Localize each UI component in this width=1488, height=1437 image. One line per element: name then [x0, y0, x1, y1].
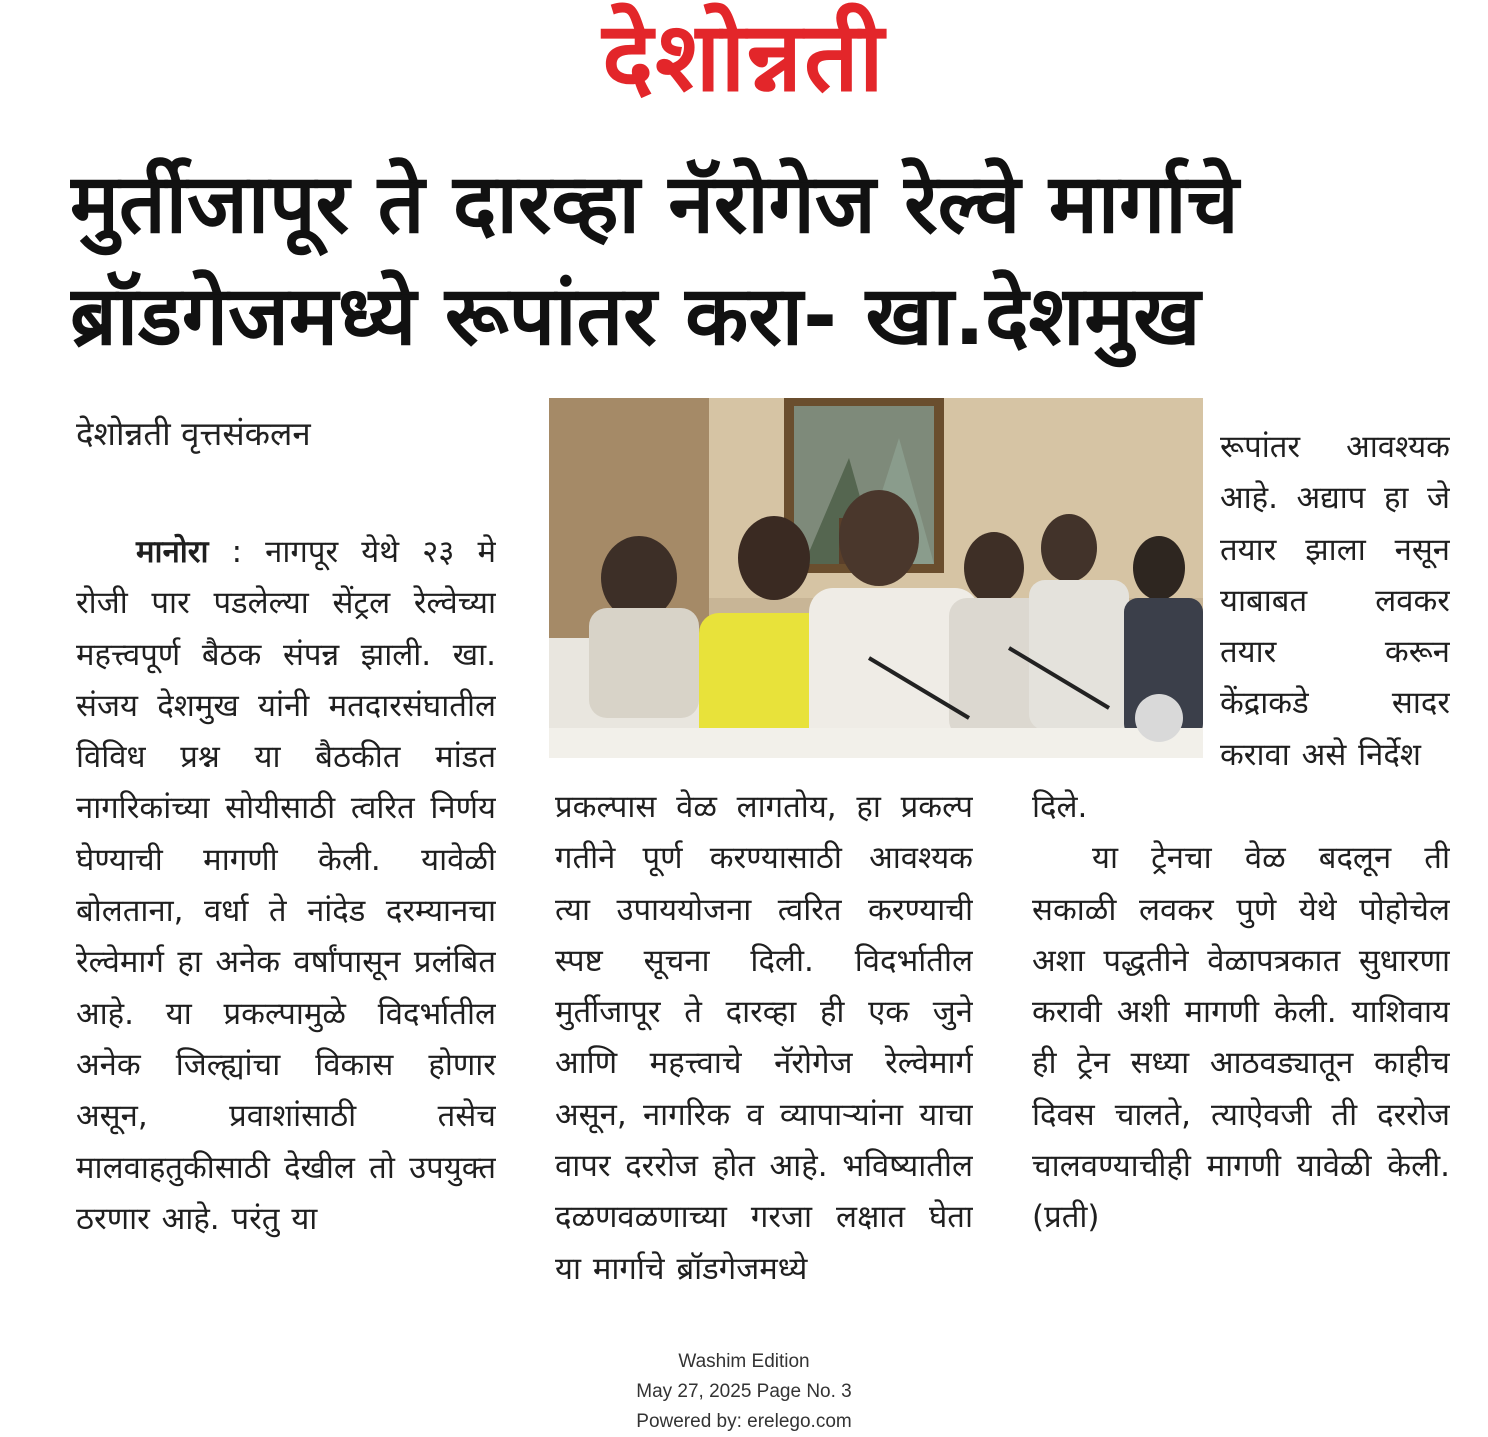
- edition-date-page: May 27, 2025 Page No. 3: [636, 1381, 852, 1402]
- article-column-3: [1032, 782, 1450, 1292]
- byline: देशोन्नती वृत्तसंकलन: [76, 414, 311, 453]
- edition-name: Washim Edition: [678, 1351, 810, 1372]
- meeting-photo: [549, 398, 1203, 758]
- article-text-col2: प्रकल्पास वेळ लागतोय, हा प्रकल्प गतीने पूर्ण करण्यासाठी आवश्यक त्या उपाययोजना त्वरित करण्याची स्पष्ट सूचना दिली. विदर्भातील मुर्तीजापूर ते दारव्हा ही एक जुने आणि महत्त्वाचे नॅरोगेज रेल्वेमार्ग असून, नागरिक व व्यापाऱ्यांना याचा वापर दररोज होत आहे. भविष्यातील दळणवळणाच्या गरजा लक्षात घेता या मार्गाचे ब्रॉडगेजमध्ये: [555, 789, 973, 1287]
- article-column-1: [76, 527, 496, 1297]
- meeting-photo-illustration: [549, 398, 1203, 758]
- article-text-col1: : नागपूर येथे २३ मे रोजी पार पडलेल्या सेंट्रल रेल्वेच्या महत्त्वपूर्ण बैठक संपन्न झाली. खा. संजय देशमुख यांनी मतदारसंघातील विविध प्रश्न या बैठकीत मांडत नागरिकांच्या सोयीसाठी त्वरित निर्णय घेण्याची मागणी केली. यावेळी बोलताना, वर्धा ते नांदेड दरम्यानचा रेल्वेमार्ग हा अनेक वर्षांपासून प्रलंबित आहे. या प्रकल्पामुळे विदर्भातील अनेक जिल्ह्यांचा विकास होणार असून, प्रवाशांसाठी तसेच मालवाहतुकीसाठी देखील तो उपयुक्त ठरणार आहे. परंतु या: [76, 534, 496, 1237]
- powered-by: Powered by: erelego.com: [636, 1411, 852, 1432]
- dateline: मानोरा: [136, 534, 209, 570]
- newspaper-logo: देशोन्नती: [602, 1, 886, 113]
- article-text-col3-b: या ट्रेनचा वेळ बदलून ती सकाळी लवकर पुणे येथे पोहोचेल अशा पद्धतीने वेळापत्रकात सुधारणा करावी अशी मागणी केली. याशिवाय ही ट्रेन सध्या आठवड्यातून काहीच दिवस चालते, त्याऐवजी ती दररोज चालवण्याचीही मागणी यावेळी केली. (प्रती): [1032, 840, 1450, 1236]
- masthead: [0, 0, 1488, 120]
- article-text-col3-a: दिले.: [1032, 789, 1088, 825]
- page-footer: [0, 1347, 1488, 1437]
- article-text-col3-top: रूपांतर आवश्यक आहे. अद्याप हा जे तयार झाला नसून याबाबत लवकर तयार करून केंद्राकडे सादर करावा असे निर्देश: [1220, 429, 1450, 773]
- article-column-2: [555, 782, 973, 1292]
- headline-line-2: ब्रॉडगेजमध्ये रूपांतर करा- खा.देशमुख: [70, 269, 1201, 364]
- article-column-3-top: [1220, 422, 1450, 782]
- headline-line-1: मुर्तीजापूर ते दारव्हा नॅरोगेज रेल्वे मार्गाचे: [70, 157, 1239, 252]
